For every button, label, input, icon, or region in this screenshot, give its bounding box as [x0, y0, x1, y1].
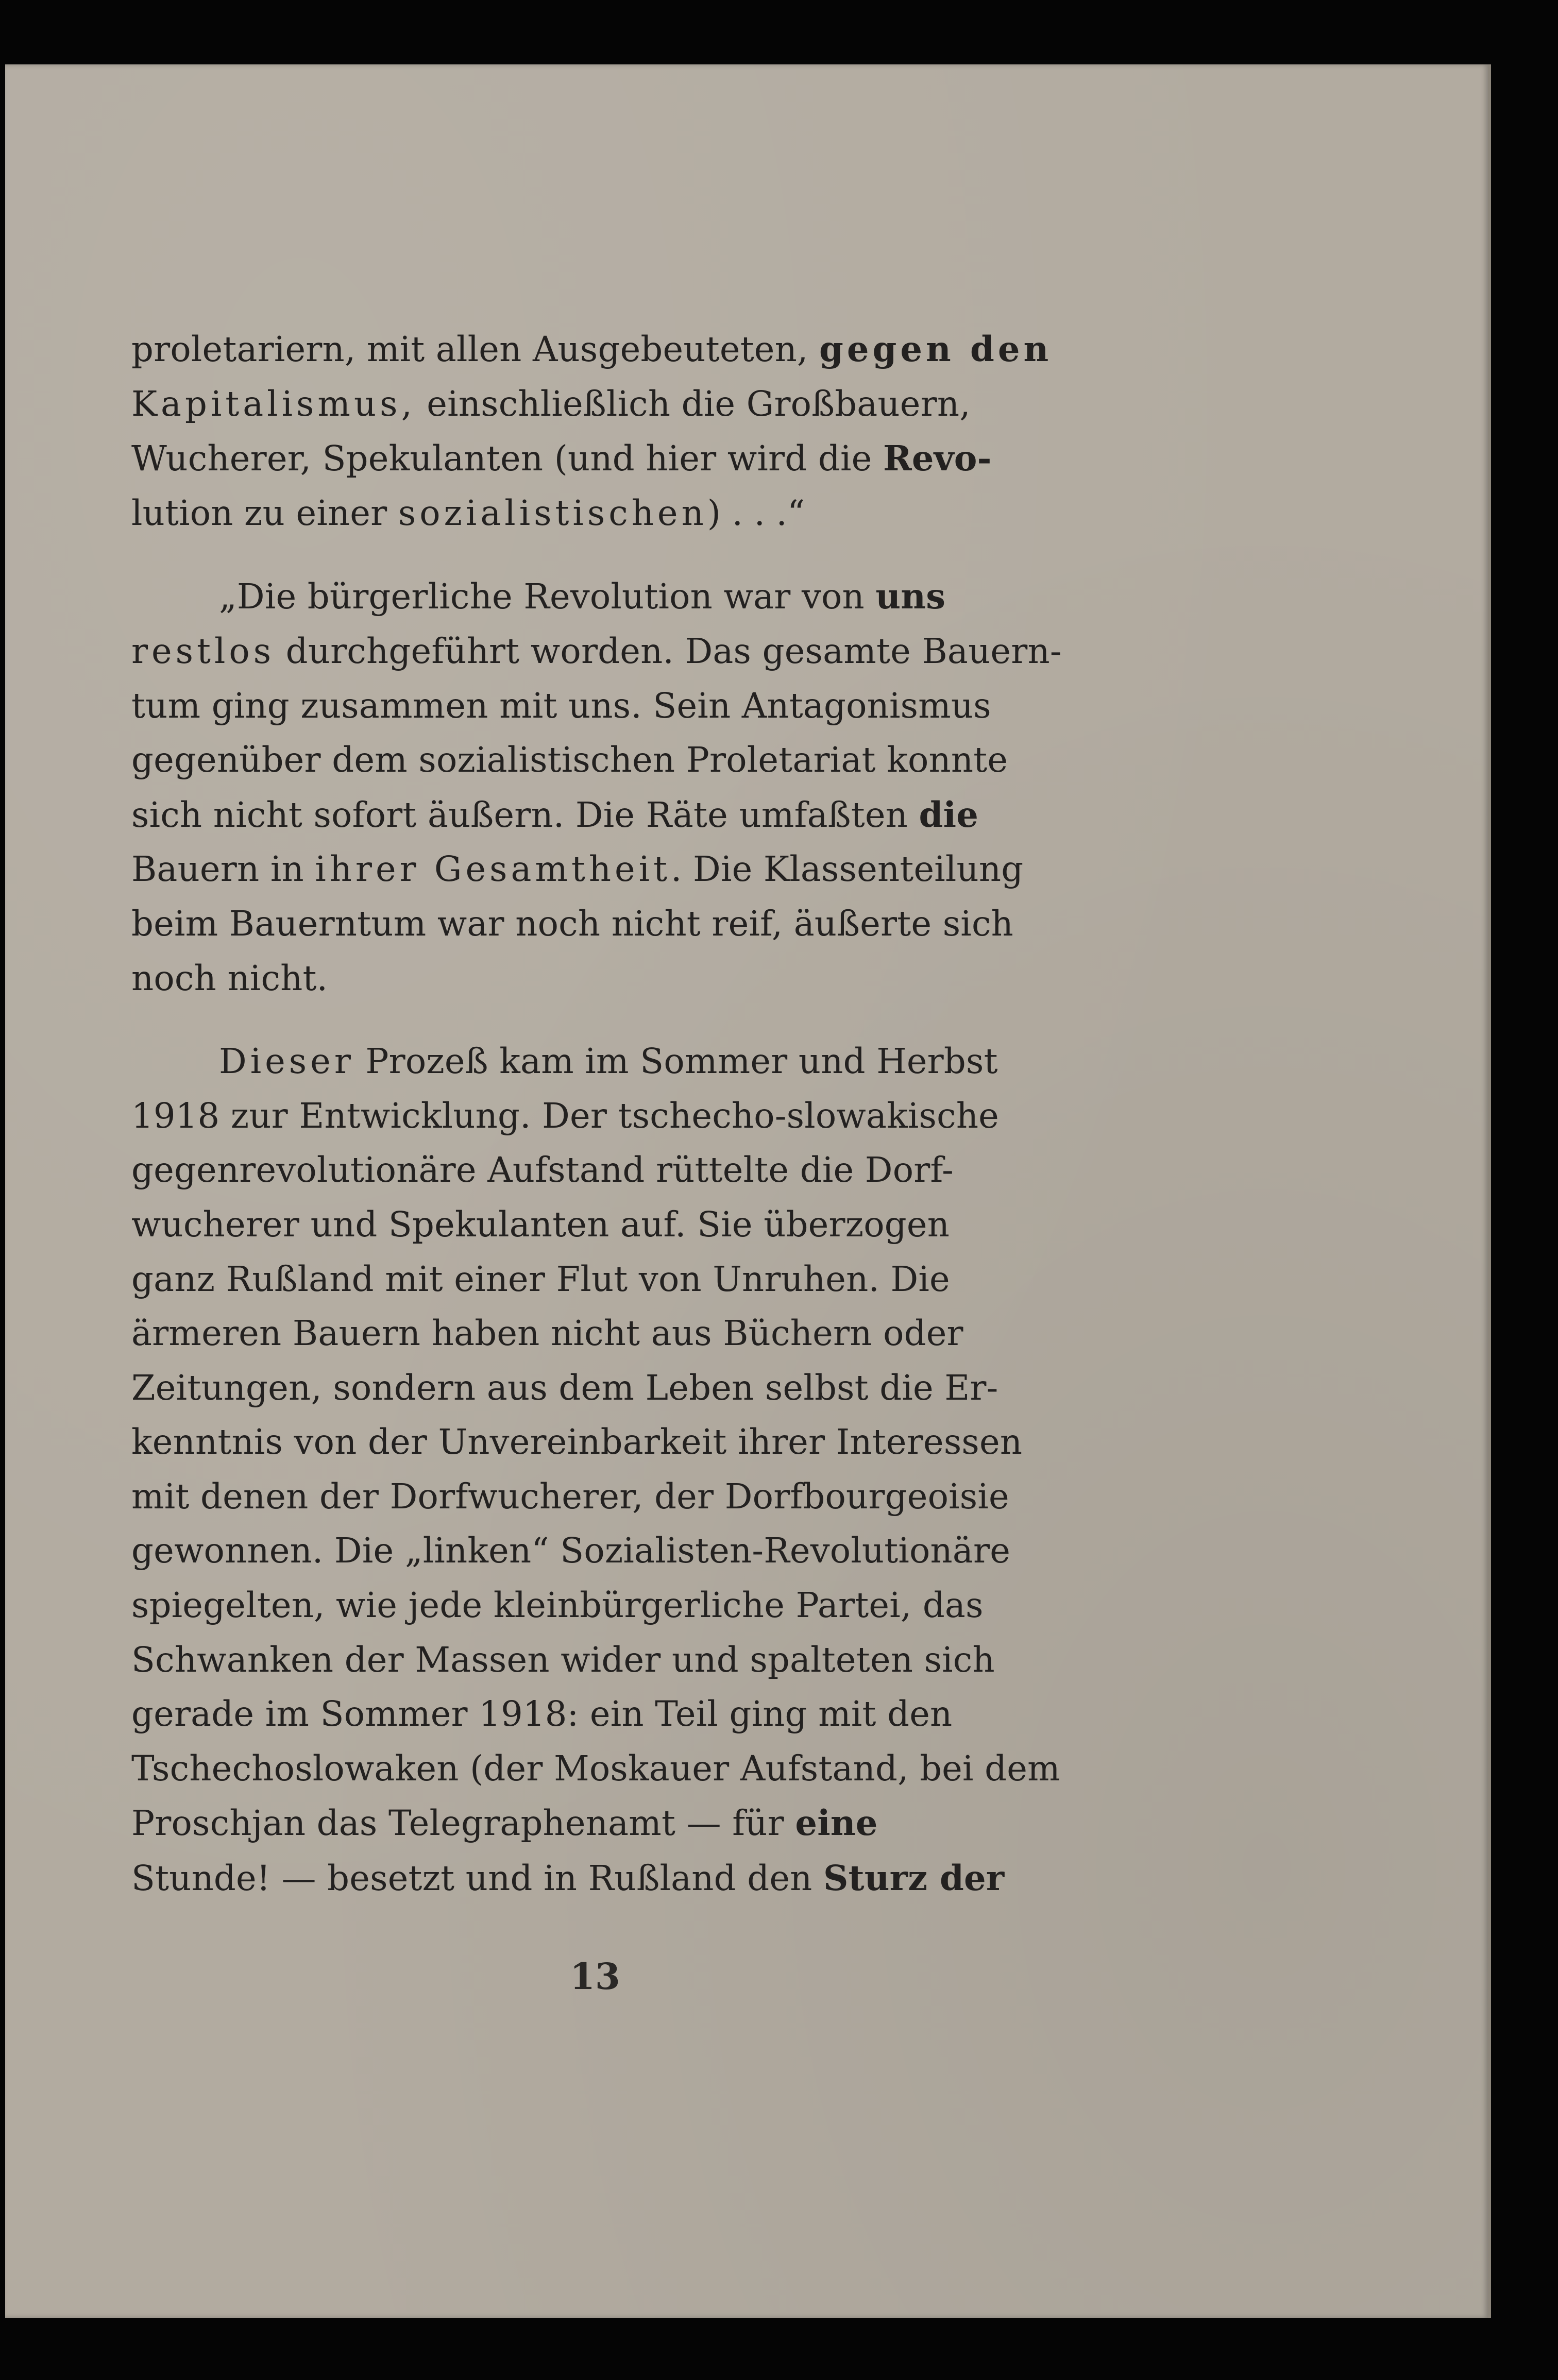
text-run: Zeitungen, sondern aus dem Leben selbst die Er- [131, 1367, 998, 1408]
text-line [131, 842, 1136, 897]
text-line [131, 624, 1136, 679]
text-run: proletariern, mit allen Ausgebeuteten, [131, 329, 820, 369]
paragraph [131, 322, 1136, 540]
text-run: eine [795, 1803, 878, 1844]
text-line [131, 1796, 1136, 1851]
text-line [131, 1470, 1136, 1524]
text-run: sich nicht sofort äußern. Die Räte umfaßten [131, 794, 919, 835]
text-run: Proschjan das Telegraphenamt — für [131, 1803, 795, 1844]
paragraph [131, 1034, 1136, 1906]
text-line [131, 1633, 1136, 1688]
text-run: Prozeß kam im Sommer und Herbst [354, 1041, 998, 1082]
text-run: Stunde! — besetzt und in Rußland den [131, 1858, 824, 1899]
text-run: durchgeführt worden. Das gesamte Bauern- [275, 631, 1062, 671]
text-run: wucherer und Spekulanten auf. Sie überzogen [131, 1204, 950, 1245]
text-run: ) . . .“ [707, 492, 805, 533]
text-line [131, 486, 1136, 541]
text-line [131, 1742, 1136, 1796]
text-line [131, 951, 1136, 1006]
text-run: kenntnis von der Unvereinbarkeit ihrer Interessen [131, 1422, 1023, 1463]
text-line [131, 1361, 1136, 1416]
text-run: „Die bürgerliche Revolution war von [219, 576, 876, 617]
text-line [131, 1198, 1136, 1252]
paragraph-gap [131, 1006, 1136, 1034]
text-run: Wucherer, Spekulanten (und hier wird die [131, 438, 883, 479]
text-line [131, 679, 1136, 734]
page-number: 13 [570, 1955, 620, 1998]
text-line [131, 1252, 1136, 1307]
text-run: sozialistischen [398, 492, 707, 533]
text-line [131, 1089, 1136, 1144]
text-line [131, 1524, 1136, 1578]
text-run: gegen den [819, 329, 1053, 369]
text-run: tum ging zusammen mit uns. Sein Antagonismus [131, 685, 991, 726]
text-line [131, 1306, 1136, 1361]
text-run: einschließlich die Großbauern, [415, 383, 971, 424]
text-run: 1918 zur Entwicklung. Der tschecho-slowakische [131, 1095, 1000, 1136]
text-line [131, 431, 1136, 486]
text-line [131, 733, 1136, 788]
text-run: Schwanken der Massen wider und spalteten sich [131, 1639, 995, 1680]
text-run: gegenrevolutionäre Aufstand rüttelte die Dorf- [131, 1150, 954, 1191]
text-line [131, 1578, 1136, 1633]
text-line [131, 322, 1136, 377]
text-run: ärmeren Bauern haben nicht aus Büchern oder [131, 1313, 963, 1354]
text-run: Bauern in [131, 849, 315, 890]
text-line [131, 1415, 1136, 1470]
text-run: Sturz der [823, 1858, 1005, 1899]
text-run: gegenüber dem sozialistischen Proletariat konnte [131, 740, 1008, 780]
text-line [131, 377, 1136, 432]
text-line [131, 897, 1136, 951]
text-run: ganz Rußland mit einer Flut von Unruhen. Die [131, 1259, 950, 1299]
text-line [131, 1034, 1136, 1089]
text-run: ihrer Gesamtheit [315, 849, 671, 890]
text-run: beim Bauerntum war noch nicht reif, äußerte sich [131, 903, 1014, 944]
text-run: noch nicht. [131, 958, 328, 998]
text-run: restlos [131, 631, 275, 671]
text-run: Kapitalismus, [131, 383, 416, 424]
page-edge [1488, 64, 1491, 2318]
text-line [131, 1851, 1136, 1906]
text-run: lution zu einer [131, 492, 398, 533]
text-run: spiegelten, wie jede kleinbürgerliche Partei, das [131, 1585, 984, 1626]
paragraph-gap [131, 540, 1136, 569]
body-text [131, 322, 1136, 1906]
text-run: uns [875, 576, 946, 617]
text-line [131, 788, 1136, 843]
text-run: Dieser [219, 1041, 354, 1082]
text-run: mit denen der Dorfwucherer, der Dorfbourgeoisie [131, 1476, 1009, 1517]
text-line [131, 569, 1136, 624]
paragraph [131, 569, 1136, 1006]
text-run: Tschechoslowaken (der Moskauer Aufstand, bei dem [131, 1748, 1060, 1789]
text-line [131, 1143, 1136, 1198]
text-run: Revo- [883, 438, 992, 479]
text-run: gerade im Sommer 1918: ein Teil ging mit den [131, 1694, 953, 1735]
text-run: die [919, 794, 979, 835]
text-line [131, 1687, 1136, 1742]
text-run: . Die Klassenteilung [671, 849, 1024, 890]
text-run: gewonnen. Die „linken“ Sozialisten-Revolutionäre [131, 1531, 1011, 1571]
